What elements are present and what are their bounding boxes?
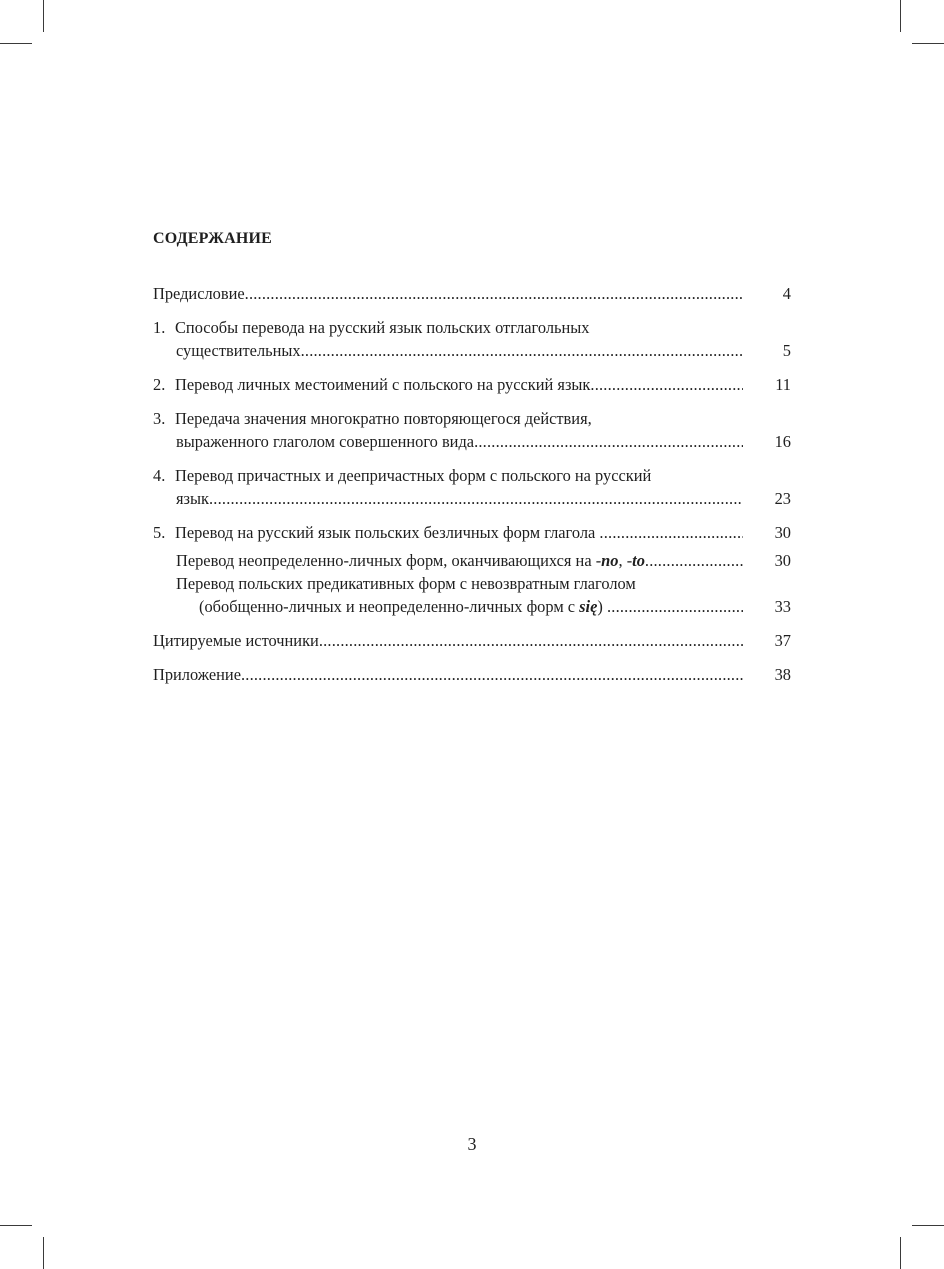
toc-entry-label-continued: язык	[176, 489, 209, 508]
toc-page-number: 23	[774, 489, 791, 508]
toc-page-number: 16	[774, 432, 791, 451]
crop-mark	[0, 1225, 32, 1226]
toc-entry-chapter-1[interactable]	[153, 316, 791, 362]
toc-entry-chapter-5[interactable]	[153, 521, 791, 544]
toc-page-number: 4	[782, 284, 791, 303]
word-sie: się	[579, 597, 598, 616]
toc-entry-chapter-3[interactable]	[153, 407, 791, 453]
toc-entry-label: Перевод на русский язык польских безличных форм глагола	[175, 523, 596, 542]
toc-entry-label: Перевод неопределенно-личных форм, оканчивающихся на	[176, 551, 596, 570]
toc-entry-label: Способы перевода на русский язык польских отглагольных	[175, 318, 590, 337]
toc-entry-label: Перевод польских предикативных форм с невозвратным глаголом	[176, 574, 636, 593]
toc-entry-chapter-2[interactable]	[153, 373, 791, 396]
crop-mark	[912, 43, 944, 44]
crop-mark	[912, 1225, 944, 1226]
toc-page-number: 5	[782, 341, 791, 360]
crop-mark	[43, 1237, 44, 1269]
toc-page-number: 37	[774, 631, 791, 650]
toc-page-number: 30	[774, 551, 791, 570]
chapter-number: 5.	[153, 523, 166, 542]
toc-page-number: 38	[774, 665, 791, 684]
toc-entry-label: Передача значения многократно повторяющегося действия,	[175, 409, 592, 428]
toc-entry-chapter-4[interactable]	[153, 464, 791, 510]
suffix-dash: -	[626, 551, 633, 570]
toc-entry-label-continued: существительных	[176, 341, 301, 360]
toc-entry-label: Перевод личных местоимений с польского на русский язык	[175, 375, 591, 394]
table-of-contents	[153, 282, 791, 697]
toc-entry-label-continued: (обобщенно-личных и неопределенно-личных форм с	[199, 597, 580, 616]
crop-mark	[43, 0, 44, 32]
toc-page-number: 30	[774, 523, 791, 542]
crop-mark	[900, 0, 901, 32]
toc-entry-label: Перевод причастных и деепричастных форм с польского на русский	[175, 466, 652, 485]
toc-entry-sources[interactable]	[153, 629, 791, 652]
chapter-number: 3.	[153, 409, 166, 428]
toc-entry-label: Цитируемые источники	[153, 631, 319, 650]
toc-subentry-predicative[interactable]	[153, 572, 791, 618]
suffix-no: no	[601, 551, 619, 570]
toc-entry-appendix[interactable]	[153, 663, 791, 686]
toc-subentry-indefinite-personal[interactable]	[153, 549, 791, 572]
page-title: СОДЕРЖАНИЕ	[153, 230, 273, 247]
chapter-number: 2.	[153, 375, 166, 394]
closing-paren: )	[597, 597, 603, 616]
crop-mark	[900, 1237, 901, 1269]
toc-entry-preface[interactable]	[153, 282, 791, 305]
toc-entry-label: Предисловие	[153, 284, 245, 303]
suffix-to: to	[632, 551, 645, 570]
toc-entry-label-continued: выраженного глаголом совершенного вида	[176, 432, 475, 451]
suffix-separator: ,	[618, 551, 627, 570]
chapter-number: 1.	[153, 318, 166, 337]
page-number: 3	[467, 1134, 477, 1154]
chapter-number: 4.	[153, 466, 166, 485]
crop-mark	[0, 43, 32, 44]
toc-page-number: 11	[775, 375, 791, 394]
toc-page-number: 33	[774, 597, 791, 616]
toc-entry-label: Приложение	[153, 665, 241, 684]
suffix-dash: -	[595, 551, 602, 570]
